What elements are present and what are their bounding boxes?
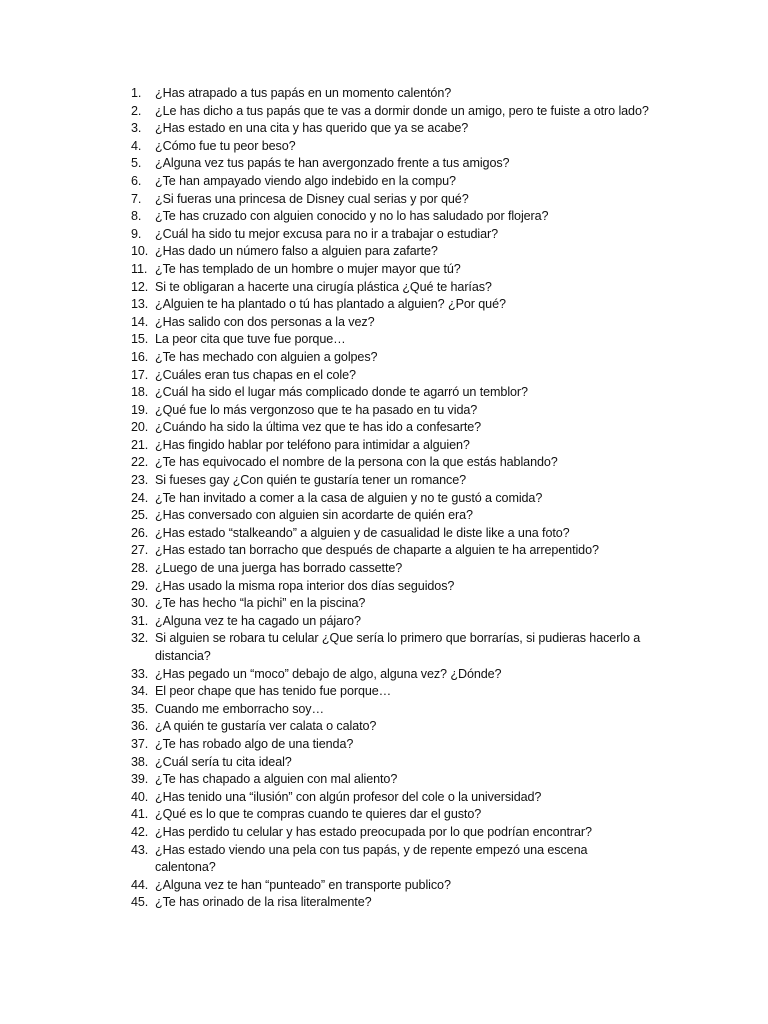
question-number: 11. <box>131 261 148 276</box>
question-text: ¿Has tenido una “ilusión” con algún profesor del cole o la universidad? <box>155 789 542 804</box>
question-item <box>131 296 651 314</box>
question-item <box>131 806 651 824</box>
question-number: 15. <box>131 332 149 347</box>
question-item <box>131 384 651 402</box>
question-number: 1. <box>131 86 142 100</box>
question-text: ¿Te has hecho “la pichi” en la piscina? <box>155 596 366 611</box>
question-text: ¿Has perdido tu celular y has estado preocupada por lo que podrían encontrar? <box>155 824 592 839</box>
question-number: 40. <box>131 789 149 804</box>
question-item <box>131 261 651 279</box>
question-number: 44. <box>131 877 149 892</box>
question-number: 18. <box>131 385 149 400</box>
question-text: ¿Te has robado algo de una tienda? <box>155 736 354 751</box>
question-number: 43. <box>131 842 149 857</box>
question-text: ¿Alguna vez te ha cagado un pájaro? <box>155 613 361 628</box>
question-number: 33. <box>131 666 149 681</box>
question-text: ¿Qué fue lo más vergonzoso que te ha pasado en tu vida? <box>155 402 478 417</box>
question-text: ¿Cuál ha sido tu mejor excusa para no ir a trabajar o estudiar? <box>155 226 499 241</box>
question-text: ¿Has usado la misma ropa interior dos días seguidos? <box>155 578 455 593</box>
question-text: ¿Te has templado de un hombre o mujer mayor que tú? <box>155 261 461 276</box>
question-number: 13. <box>131 297 149 312</box>
question-number: 3. <box>131 121 142 136</box>
question-number: 27. <box>131 543 149 558</box>
question-item <box>131 842 651 877</box>
question-item <box>131 454 651 472</box>
question-number: 12. <box>131 279 149 294</box>
question-number: 7. <box>131 191 142 206</box>
question-item <box>131 578 651 596</box>
question-text: ¿Has conversado con alguien sin acordarte de quién era? <box>155 508 473 523</box>
question-item <box>131 138 651 156</box>
question-item <box>131 542 651 560</box>
question-item <box>131 243 651 261</box>
question-text: ¿Si fueras una princesa de Disney cual serias y por qué? <box>155 191 469 206</box>
question-item <box>131 490 651 508</box>
question-number: 28. <box>131 561 149 576</box>
question-text: ¿Te han invitado a comer a la casa de alguien y no te gustó a comida? <box>155 490 543 505</box>
question-text: Cuando me emborracho soy… <box>155 701 324 716</box>
question-text: ¿Has estado viendo una pela con tus papás, y de repente empezó una escena calentona? <box>155 842 588 875</box>
question-number: 30. <box>131 596 149 611</box>
question-item <box>131 701 651 719</box>
question-item <box>131 507 651 525</box>
question-number: 17. <box>131 367 149 382</box>
question-item <box>131 419 651 437</box>
question-text: ¿Qué es lo que te compras cuando te quieres dar el gusto? <box>155 807 482 822</box>
question-text: Si alguien se robara tu celular ¿Que sería lo primero que borrarías, si pudieras hacerlo a distancia? <box>155 631 641 663</box>
question-text: ¿Cuál ha sido el lugar más complicado donde te agarró un temblor? <box>155 385 528 400</box>
question-item <box>131 771 651 789</box>
question-item <box>131 736 651 754</box>
question-item <box>131 367 651 385</box>
question-text: ¿Te han ampayado viendo algo indebido en la compu? <box>155 173 456 188</box>
question-text: ¿Has estado en una cita y has querido que ya se acabe? <box>155 121 469 136</box>
question-number: 14. <box>131 314 149 329</box>
question-text: ¿Le has dicho a tus papás que te vas a dormir donde un amigo, pero te fuiste a otro lado? <box>155 103 649 118</box>
question-number: 23. <box>131 473 149 488</box>
question-number: 20. <box>131 420 149 435</box>
question-text: ¿Te has equivocado el nombre de la persona con la que estás hablando? <box>155 455 558 470</box>
question-list <box>131 85 651 912</box>
question-item <box>131 85 651 103</box>
question-number: 36. <box>131 719 149 734</box>
question-text: Si te obligaran a hacerte una cirugía plástica ¿Qué te harías? <box>155 279 492 294</box>
question-item <box>131 894 651 912</box>
question-number: 45. <box>131 895 149 910</box>
question-text: ¿Cuáles eran tus chapas en el cole? <box>155 367 356 382</box>
question-text: ¿Cuándo ha sido la última vez que te has ido a confesarte? <box>155 420 482 435</box>
question-item <box>131 103 651 121</box>
question-text: ¿Te has orinado de la risa literalmente? <box>155 895 372 910</box>
question-item <box>131 824 651 842</box>
question-item <box>131 191 651 209</box>
question-number: 25. <box>131 508 149 523</box>
question-number: 8. <box>131 209 142 224</box>
question-text: ¿Cuál sería tu cita ideal? <box>155 754 292 769</box>
question-text: ¿Te has mechado con alguien a golpes? <box>155 349 378 364</box>
question-item <box>131 666 651 684</box>
question-item <box>131 789 651 807</box>
question-item <box>131 525 651 543</box>
question-item <box>131 613 651 631</box>
question-text: La peor cita que tuve fue porque… <box>155 332 346 347</box>
question-text: ¿Has pegado un “moco” debajo de algo, alguna vez? ¿Dónde? <box>155 666 502 681</box>
question-item <box>131 279 651 297</box>
question-item <box>131 120 651 138</box>
question-item <box>131 314 651 332</box>
question-number: 2. <box>131 103 142 118</box>
question-text: ¿Te has chapado a alguien con mal aliento? <box>155 772 398 787</box>
question-text: ¿Te has cruzado con alguien conocido y no lo has saludado por flojera? <box>155 209 549 224</box>
question-item <box>131 877 651 895</box>
question-number: 39. <box>131 772 149 787</box>
question-number: 5. <box>131 156 142 171</box>
question-number: 10. <box>131 244 149 259</box>
question-item <box>131 630 651 665</box>
question-text: ¿Alguna vez te han “punteado” en transporte publico? <box>155 877 451 892</box>
question-text: ¿Alguna vez tus papás te han avergonzado frente a tus amigos? <box>155 156 510 171</box>
question-number: 26. <box>131 525 149 540</box>
question-item <box>131 349 651 367</box>
question-text: ¿Has estado “stalkeando” a alguien y de casualidad le diste like a una foto? <box>155 525 570 540</box>
question-number: 21. <box>131 437 149 452</box>
question-item <box>131 683 651 701</box>
question-item <box>131 402 651 420</box>
question-text: ¿Luego de una juerga has borrado cassette? <box>155 561 403 576</box>
question-number: 19. <box>131 402 149 417</box>
question-text: Si fueses gay ¿Con quién te gustaría tener un romance? <box>155 473 467 488</box>
question-number: 22. <box>131 455 149 470</box>
question-number: 34. <box>131 684 149 699</box>
question-item <box>131 226 651 244</box>
question-text: El peor chape que has tenido fue porque… <box>155 684 392 699</box>
question-text: ¿Has atrapado a tus papás en un momento calentón? <box>155 86 452 100</box>
question-item <box>131 560 651 578</box>
question-number: 4. <box>131 138 142 153</box>
question-number: 42. <box>131 824 149 839</box>
question-number: 41. <box>131 807 149 822</box>
question-item <box>131 595 651 613</box>
question-item <box>131 331 651 349</box>
question-item <box>131 754 651 772</box>
question-text: ¿Has dado un número falso a alguien para zafarte? <box>155 244 438 259</box>
question-number: 29. <box>131 578 149 593</box>
question-item <box>131 208 651 226</box>
question-number: 32. <box>131 631 149 646</box>
question-text: ¿Has fingido hablar por teléfono para intimidar a alguien? <box>155 437 470 452</box>
question-text: ¿Has salido con dos personas a la vez? <box>155 314 375 329</box>
question-number: 9. <box>131 226 142 241</box>
question-text: ¿Has estado tan borracho que después de chaparte a alguien te ha arrepentido? <box>155 543 599 558</box>
question-text: ¿Cómo fue tu peor beso? <box>155 138 296 153</box>
question-text: ¿Alguien te ha plantado o tú has plantado a alguien? ¿Por qué? <box>155 297 506 312</box>
question-number: 16. <box>131 349 149 364</box>
question-number: 38. <box>131 754 149 769</box>
question-item <box>131 173 651 191</box>
question-item <box>131 472 651 490</box>
question-number: 24. <box>131 490 149 505</box>
question-number: 37. <box>131 736 149 751</box>
question-number: 31. <box>131 613 149 628</box>
question-text: ¿A quién te gustaría ver calata o calato? <box>155 719 377 734</box>
question-item <box>131 718 651 736</box>
question-number: 35. <box>131 701 149 716</box>
question-number: 6. <box>131 173 142 188</box>
question-item <box>131 437 651 455</box>
question-item <box>131 155 651 173</box>
